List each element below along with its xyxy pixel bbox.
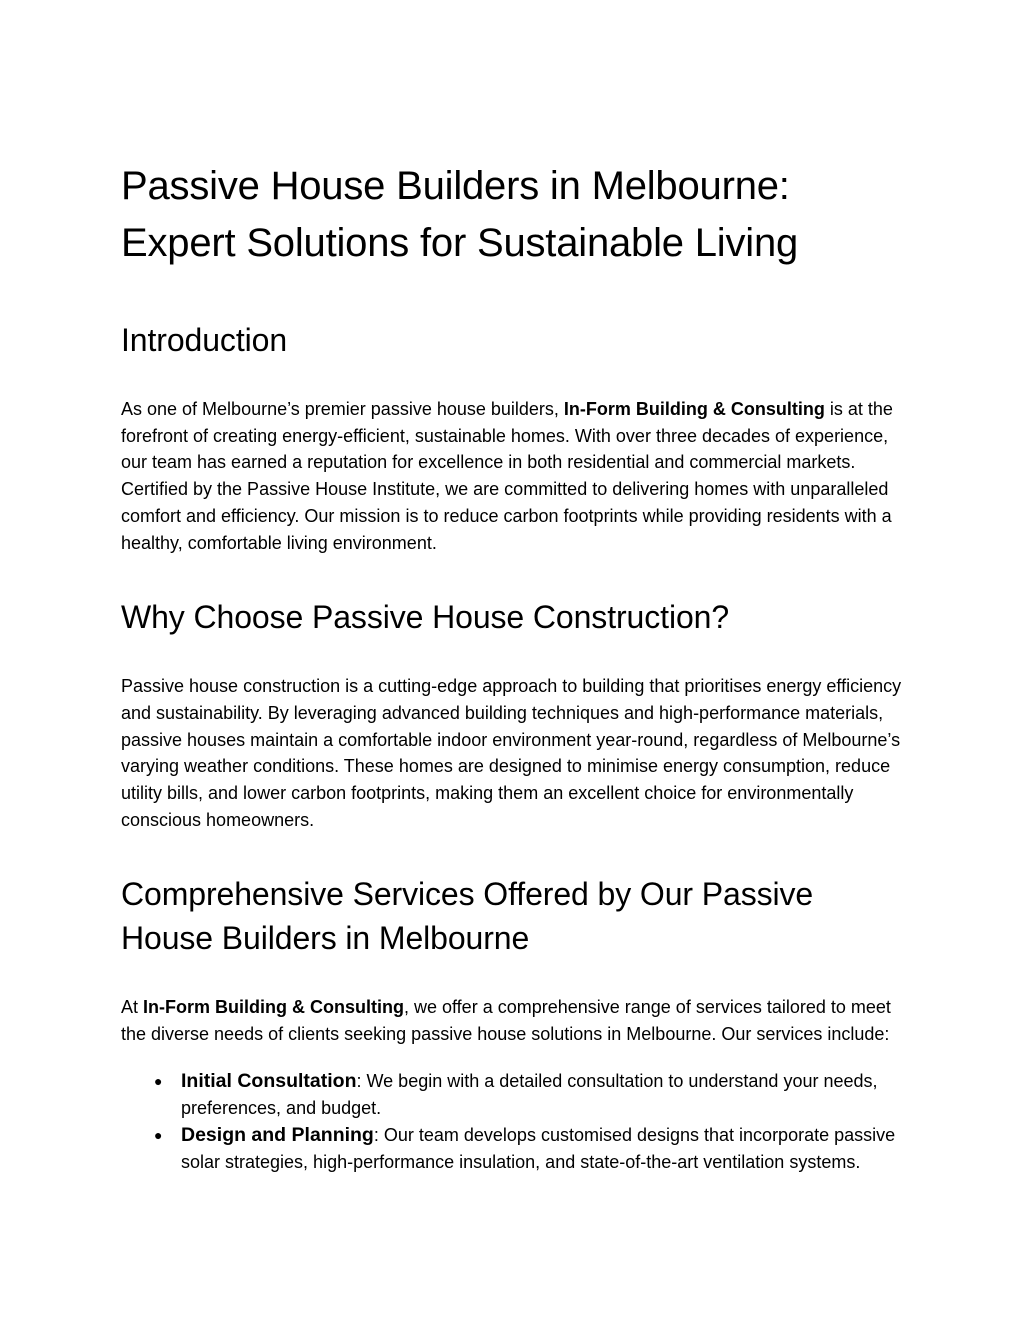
document-page (121, 158, 911, 1176)
services-list (121, 1068, 911, 1176)
list-item (121, 1068, 911, 1122)
intro-text-before: As one of Melbourne’s premier passive house builders, (121, 399, 564, 419)
heading-introduction: Introduction (121, 322, 288, 358)
bullet-icon: ● (154, 1072, 163, 1089)
service-text: : We begin with a detailed consultation to understand your needs, preferences, and budget. (181, 1070, 878, 1118)
heading-why-choose: Why Choose Passive House Construction? (121, 599, 730, 636)
service-lead: Design and Planning (181, 1123, 374, 1146)
service-text: : Our team develops customised designs that incorporate passive solar strategies, high-performance insulation, and state-of-the-art ventilation systems. (181, 1124, 896, 1172)
intro-company-name: In-Form Building & Consulting (563, 399, 825, 419)
services-company-name: In-Form Building & Consulting (143, 997, 404, 1018)
bullet-icon: ● (154, 1126, 163, 1143)
document-title: Passive House Builders in Melbourne: Expert Solutions for Sustainable Living (121, 164, 799, 265)
intro-text-after: is at the forefront of creating energy-efficient, sustainable homes. With over three decades of experience, our team has earned a reputation for excellence in both residential and commercial markets. Certified by the Passive House Institute, we are committed to delivering homes with unparalleled comfort and efficiency. Our mission is to reduce carbon footprints while providing residents with a healthy, comfortable living environment. (121, 399, 893, 553)
heading-services: Comprehensive Services Offered by Our Passive House Builders in Melbourne (121, 876, 814, 957)
services-intro-before: At (121, 997, 144, 1018)
list-item (121, 1122, 911, 1176)
paragraph-introduction (121, 396, 911, 556)
paragraph-services-intro (121, 994, 911, 1047)
paragraph-why-choose: Passive house construction is a cutting-edge approach to building that prioritises energy efficiency and sustainability. By leveraging advanced building techniques and high-performance materials, passive houses maintain a comfortable indoor environment year-round, regardless of Melbourne’s varying weather conditions. These homes are designed to minimise energy consumption, reduce utility bills, and lower carbon footprints, making them an excellent choice for environmentally conscious homeowners. (121, 676, 902, 830)
service-lead: Initial Consultation (181, 1069, 357, 1092)
services-intro-after: , we offer a comprehensive range of services tailored to meet the diverse needs of clients seeking passive house solutions in Melbourne. Our services include: (121, 997, 891, 1045)
